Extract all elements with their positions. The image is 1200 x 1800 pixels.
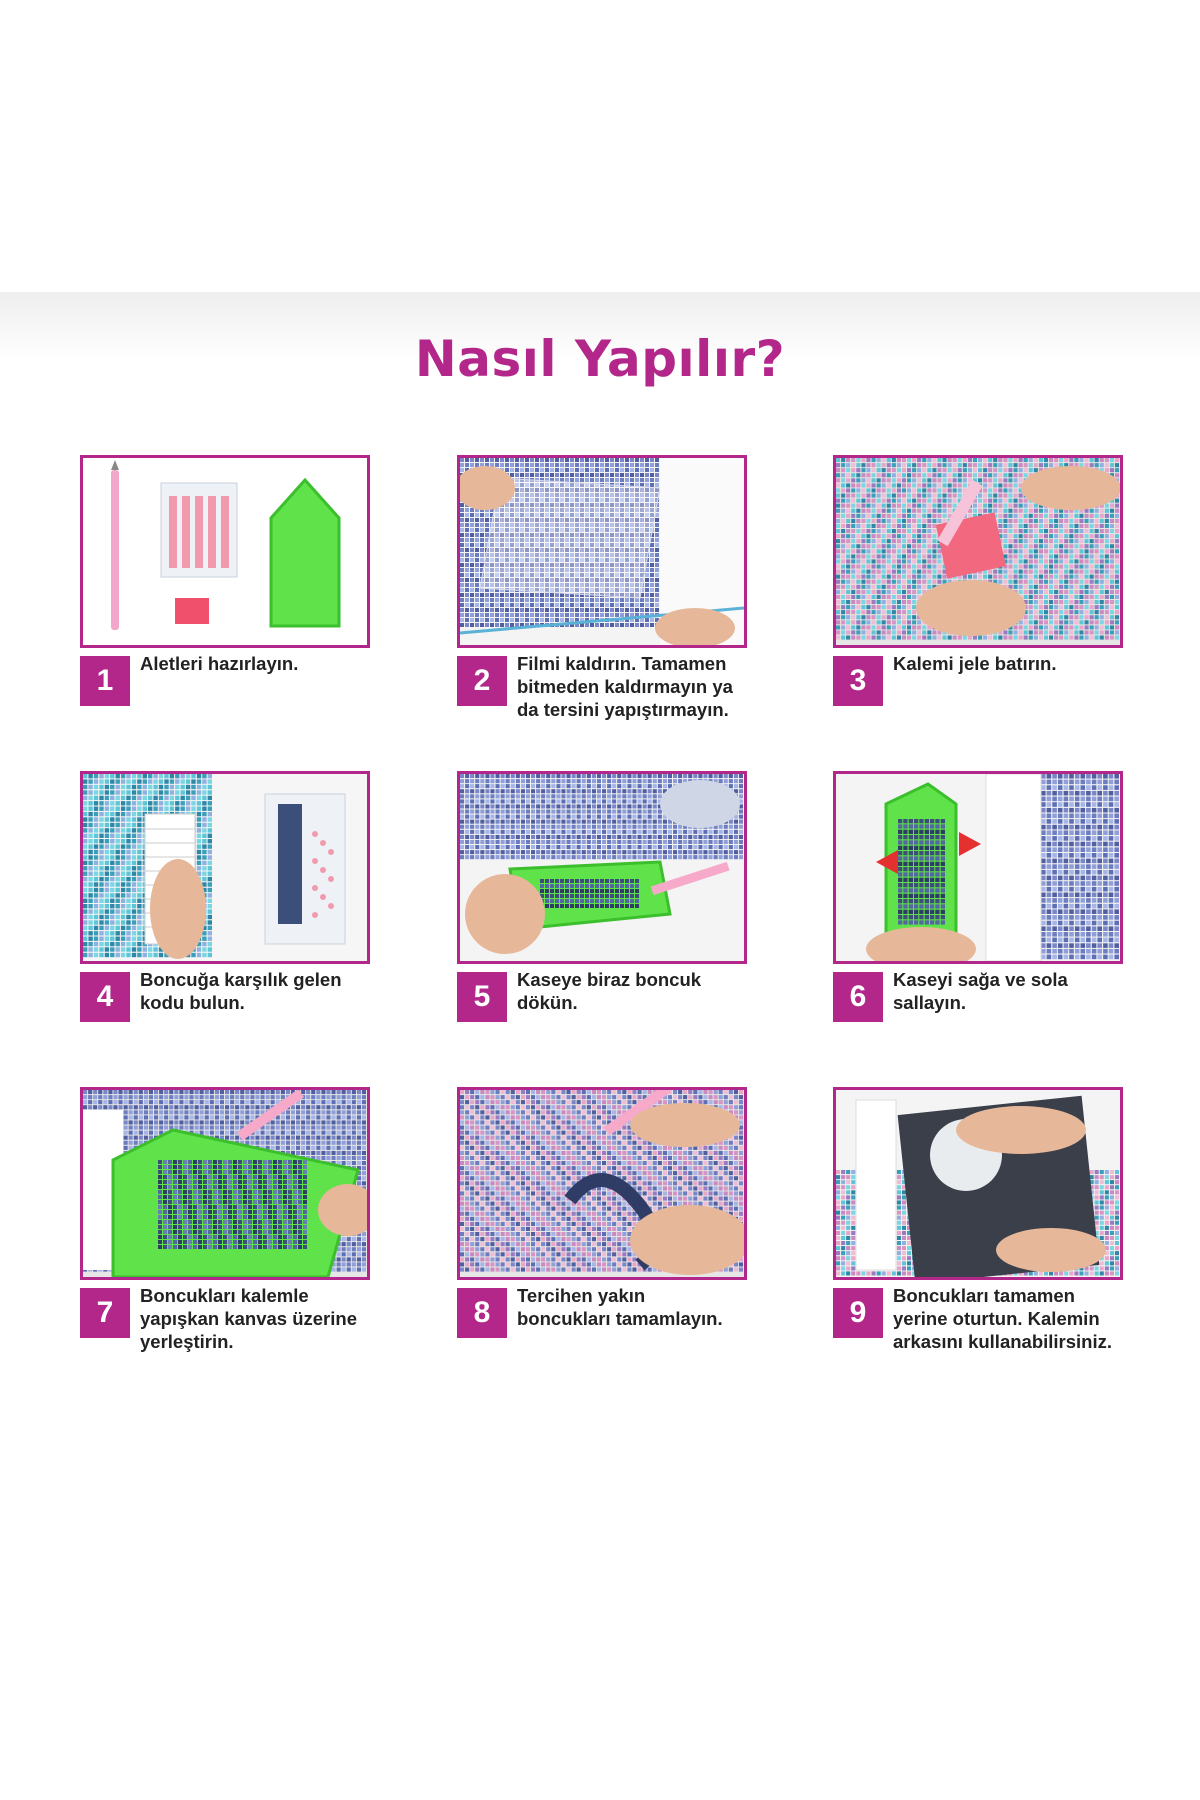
step-photo-pen-wax	[833, 455, 1123, 648]
step-photo-find-code	[80, 771, 370, 964]
step-photo-press-down	[833, 1087, 1123, 1280]
step-photo-pour-beads	[457, 771, 747, 964]
step-photo-peel-film	[457, 455, 747, 648]
step-number-badge: 1	[80, 656, 130, 706]
step-card	[457, 771, 757, 1051]
step-photo-tools	[80, 455, 370, 648]
step-number-badge: 9	[833, 1288, 883, 1338]
step-number-badge: 7	[80, 1288, 130, 1338]
step-photo-place-beads	[80, 1087, 370, 1280]
step-caption: Aletleri hazırlayın.	[140, 653, 299, 674]
step-number-badge: 2	[457, 656, 507, 706]
step-number-badge: 3	[833, 656, 883, 706]
step-card	[457, 1087, 757, 1367]
step-card	[80, 771, 380, 1051]
step-card	[833, 455, 1133, 735]
page-title: Nasıl Yapılır?	[414, 330, 786, 388]
step-caption: Boncukları kalemle yapışkan kanvas üzerine yerleştirin.	[140, 1285, 357, 1352]
step-caption: Boncukları tamamen yerine oturtun. Kalemin arkasını kullanabilirsiniz.	[893, 1285, 1113, 1352]
step-caption: Kaseyi sağa ve sola sallayın.	[893, 969, 1068, 1013]
step-number-badge: 5	[457, 972, 507, 1022]
step-caption: Boncuğa karşılık gelen kodu bulun.	[140, 969, 342, 1013]
step-caption: Tercihen yakın boncukları tamamlayın.	[517, 1285, 723, 1329]
step-card	[833, 771, 1133, 1051]
step-caption: Filmi kaldırın. Tamamen bitmeden kaldırmayın ya da tersini yapıştırmayın.	[517, 653, 733, 720]
step-caption: Kaseye biraz boncuk dökün.	[517, 969, 702, 1013]
step-card	[833, 1087, 1133, 1367]
step-number-badge: 6	[833, 972, 883, 1022]
step-card	[80, 1087, 380, 1367]
step-number-badge: 8	[457, 1288, 507, 1338]
step-photo-fill-area	[457, 1087, 747, 1280]
step-photo-shake-tray	[833, 771, 1123, 964]
step-number-badge: 4	[80, 972, 130, 1022]
step-caption: Kalemi jele batırın.	[893, 653, 1057, 674]
step-card	[457, 455, 757, 735]
step-card	[80, 455, 380, 735]
